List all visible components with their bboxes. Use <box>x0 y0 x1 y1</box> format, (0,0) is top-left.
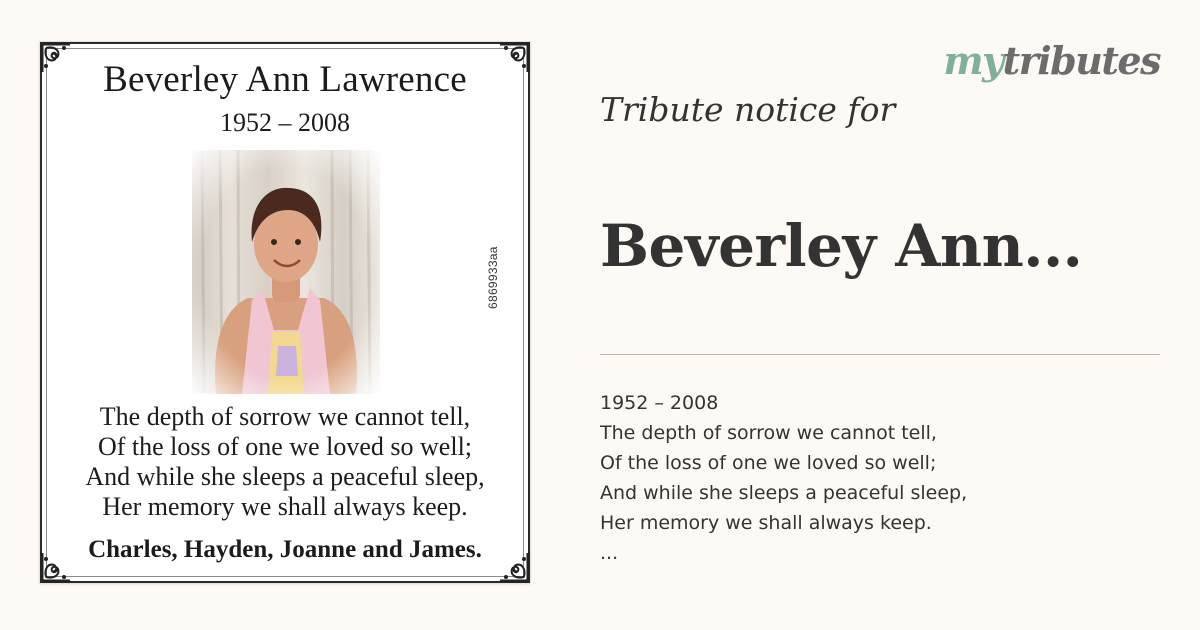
section-divider <box>600 354 1160 355</box>
notice-years: 1952 – 2008 <box>220 108 350 137</box>
excerpt-years: 1952 – 2008 <box>600 392 719 414</box>
verse-line: Her memory we shall always keep. <box>102 492 468 521</box>
excerpt-ellipsis: ... <box>600 542 619 564</box>
notice-family-names: Charles, Hayden, Joanne and James. <box>88 536 482 563</box>
logo-my-text: my <box>943 38 1003 83</box>
excerpt-line: The depth of sorrow we cannot tell, <box>600 422 937 444</box>
deceased-name-heading: Beverley Ann... <box>600 212 1083 280</box>
notice-verse <box>42 402 528 522</box>
tribute-notice-card[interactable] <box>40 42 530 583</box>
excerpt-line: And while she sleeps a peaceful sleep, <box>600 482 968 504</box>
logo-tributes-text: tributes <box>1002 38 1160 83</box>
portrait-photo <box>192 150 380 394</box>
mytributes-logo[interactable] <box>943 38 1160 83</box>
notice-reference-code: 6869933aa <box>486 246 500 309</box>
verse-line: The depth of sorrow we cannot tell, <box>99 402 471 431</box>
notice-excerpt <box>600 388 967 568</box>
verse-line: Of the loss of one we loved so well; <box>97 432 473 461</box>
tribute-notice-label: Tribute notice for <box>600 90 896 129</box>
excerpt-line: Her memory we shall always keep. <box>600 512 932 534</box>
excerpt-line: Of the loss of one we loved so well; <box>600 452 937 474</box>
verse-line: And while she sleeps a peaceful sleep, <box>85 462 485 491</box>
notice-name: Beverley Ann Lawrence <box>103 59 467 100</box>
